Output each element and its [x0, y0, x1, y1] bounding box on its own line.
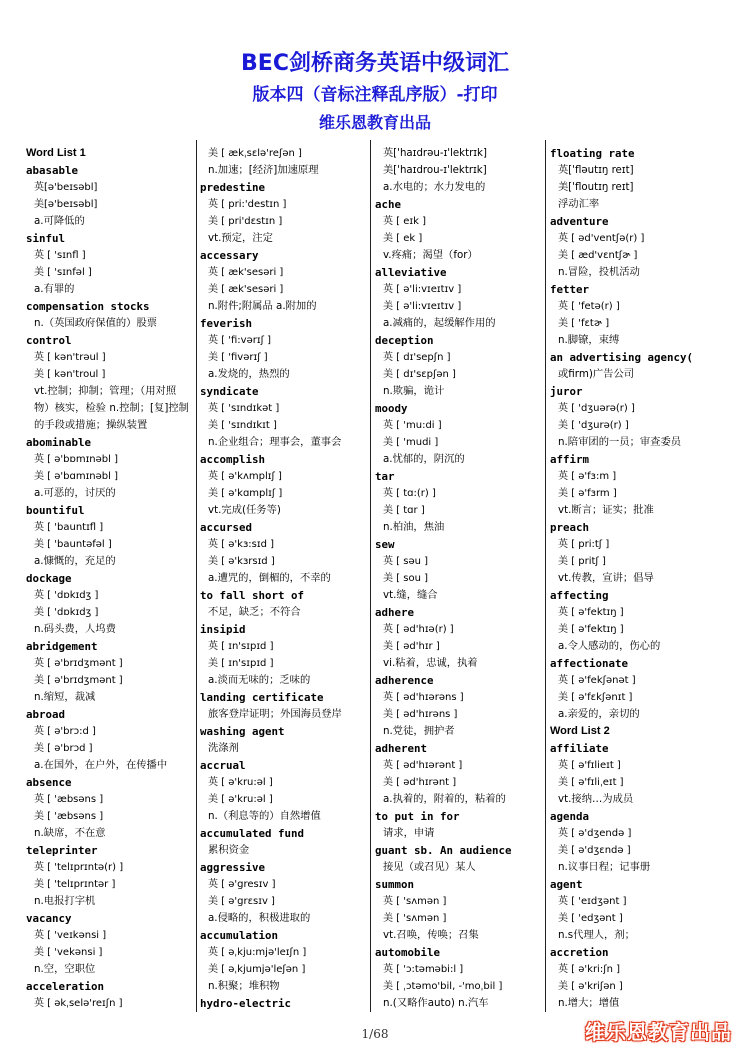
phonetic: 美 [ 'æbsəns ] [34, 811, 104, 822]
phonetic: 英 [ əd'hɪərəns ] [383, 692, 464, 703]
phonetic: 美 [ ə'kɜrsɪd ] [208, 556, 275, 567]
phonetic: 美 [ 'sʌmən ] [383, 913, 447, 924]
definition: a.发烧的，热烈的 [208, 368, 290, 380]
phonetic: 美 [ tɑr ] [383, 505, 425, 516]
definition: n.附件;附属品 a.附加的 [208, 300, 317, 312]
phonetic: 美 [ sou ] [383, 573, 429, 584]
definition: n.s代理人，剂； [558, 929, 635, 941]
definition: n.议事日程；记事册 [558, 861, 651, 873]
definition: n.企业组合；理事会，董事会 [208, 436, 342, 448]
phonetic: 英 [ əkˌselə'reɪʃn ] [34, 998, 123, 1009]
phonetic: 美 [ əˌkjumjə'leʃən ] [208, 964, 306, 975]
definition: n.（利息等的）自然增值 [208, 810, 321, 822]
phonetic: 美 [ ˌɔtəmo'bil, -'moˌbil ] [383, 981, 503, 992]
headword: juror [550, 385, 583, 398]
headword: agent [550, 878, 583, 891]
headword: accumulation [200, 929, 279, 942]
phonetic: 美 [ ə'brɪdʒmənt ] [34, 675, 123, 686]
phonetic: 美['floutɪŋ reɪt] [558, 182, 634, 193]
phonetic: 美 [ 'bauntəfəl ] [34, 539, 112, 550]
definition: n.冒险，投机活动 [558, 266, 640, 278]
definition: n.（英国政府保值的）股票 [34, 317, 158, 329]
definition: a.有罪的 [34, 283, 75, 295]
phonetic: 美 [ pritʃ ] [558, 556, 606, 567]
vocab-column-2 [200, 145, 366, 1015]
definition: vt.断言；证实；批准 [558, 504, 654, 516]
phonetic: 英 [ 'dɒkɪdʒ ] [34, 590, 99, 601]
definition: a.慷慨的，充足的 [34, 555, 116, 567]
phonetic: 美 [ 'mudi ] [383, 437, 439, 448]
definition: vt.召唤，传唤；召集 [383, 929, 479, 941]
headword: adventure [550, 215, 609, 228]
phonetic: 英 [ ə'dʒendə ] [558, 828, 632, 839]
headword: an advertising agency( [550, 351, 694, 364]
headword: vacancy [26, 912, 72, 925]
definition: n.空，空职位 [34, 963, 96, 975]
definition: n.电报打字机 [34, 895, 96, 907]
headword: bountiful [26, 504, 85, 517]
headword: acceleration [26, 980, 105, 993]
headword: predestine [200, 181, 266, 194]
phonetic: 英 [ 'mu:di ] [383, 420, 442, 431]
phonetic: 英['haɪdrəu-ɪ'lektrɪk] [383, 148, 487, 159]
definition: 的手段或措施；操纵装置 [34, 419, 148, 431]
phonetic: 英 [ ə'kʌmplɪʃ ] [208, 471, 282, 482]
headword: insipid [200, 623, 246, 636]
phonetic: 美 [ ə'dʒɛndə ] [558, 845, 631, 856]
phonetic: 英 [ 'dʒuərə(r) ] [558, 403, 635, 414]
phonetic: 美 [ ə'bɑmɪnəbl ] [34, 471, 119, 482]
phonetic: 英 [ 'sɪndɪkət ] [208, 403, 280, 414]
phonetic: 美['haɪdrou-ɪ'lektrɪk] [383, 165, 487, 176]
phonetic: 英 [ 'veɪkənsi ] [34, 930, 107, 941]
watermark-logo: 维乐恩教育出品 [585, 1020, 732, 1044]
phonetic: 美 [ æk'sesəri ] [208, 284, 284, 295]
headword: aggressive [200, 861, 266, 874]
headword: tar [375, 470, 395, 483]
phonetic: 英 [ 'telɪprɪntə(r) ] [34, 862, 124, 873]
definition: a.可恶的，讨厌的 [34, 487, 116, 499]
definition: a.令人感动的，伤心的 [558, 640, 661, 652]
phonetic: 英 [ 'fi:vərɪʃ ] [208, 335, 272, 346]
headword: abroad [26, 708, 66, 721]
phonetic: 英 [ ə'fektɪŋ ] [558, 607, 624, 618]
phonetic: 美 [ 'edʒənt ] [558, 913, 623, 924]
headword: accumulated fund [200, 827, 305, 840]
page-number: 1/68 [361, 1027, 389, 1041]
headword: washing agent [200, 725, 285, 738]
phonetic: 美 [ ə'fɪliˌeɪt ] [558, 777, 624, 788]
definition: 洗涤剂 [208, 742, 239, 754]
phonetic: 英 [ ə'fɪlieɪt ] [558, 760, 621, 771]
phonetic: 英 [ ə'brɪdʒmənt ] [34, 658, 123, 669]
phonetic: 美 [ ə'brɔd ] [34, 743, 93, 754]
headword: alleviative [375, 266, 447, 279]
phonetic: 英 [ 'sʌmən ] [383, 896, 447, 907]
definition: n.柏油，焦油 [383, 521, 445, 533]
publisher-line: 维乐恩教育出品 [318, 113, 431, 132]
definition: a.在国外，在户外，在传播中 [34, 759, 168, 771]
headword: control [26, 334, 72, 347]
phonetic: 美 [ ə'grɛsɪv ] [208, 896, 275, 907]
phonetic: 英 [ ə'li:vɪeɪtɪv ] [383, 284, 462, 295]
definition: n.党徒，拥护者 [383, 725, 455, 737]
phonetic: 美 [ 'sɪnfəl ] [34, 267, 92, 278]
phonetic: 美 [ ə'fektɪŋ ] [558, 624, 624, 635]
phonetic: 美 [ 'fivərɪʃ ] [208, 352, 268, 363]
phonetic: 美 [ 'dʒurə(r) ] [558, 420, 629, 431]
headword: accursed [200, 521, 253, 534]
word-list-heading: Word List 1 [26, 147, 86, 159]
phonetic: 英 [ əd'hɪə(r) ] [383, 624, 454, 635]
phonetic: 美 [ 'vekənsi ] [34, 947, 103, 958]
headword: to fall short of [200, 589, 305, 602]
headword: adherent [375, 742, 428, 755]
phonetic: 美 [ ə'li:vɪeɪtɪv ] [383, 301, 462, 312]
definition: n.(又略作auto) n.汽车 [383, 997, 489, 1009]
definition: n.脚镣，束缚 [558, 334, 620, 346]
headword: moody [375, 402, 408, 415]
definition: a.侵略的，积极进取的 [208, 912, 311, 924]
headword: affirm [550, 453, 590, 466]
phonetic: 英[ə'beɪsəbl] [34, 182, 98, 193]
phonetic: 英 [ 'sɪnfl ] [34, 250, 86, 261]
phonetic: 美 [ æd'vɛntʃɚ ] [558, 250, 638, 261]
headword: compensation stocks [26, 300, 150, 313]
definition: n.欺骗，诡计 [383, 385, 445, 397]
headword: sew [375, 538, 395, 551]
phonetic: 英 [ 'ɔ:təməbi:l ] [383, 964, 464, 975]
headword: adherence [375, 674, 434, 687]
definition: a.遭咒的，倒楣的，不幸的 [208, 572, 331, 584]
phonetic: 美 [ dɪ'sɛpʃən ] [383, 369, 456, 380]
headword: preach [550, 521, 590, 534]
headword: syndicate [200, 385, 259, 398]
definition: 物）核实，检验 n.控制；[复]控制 [34, 402, 189, 414]
phonetic: 美 [ kən'troul ] [34, 369, 106, 380]
phonetic: 英 [ tɑ:(r) ] [383, 488, 436, 499]
headword: ache [375, 198, 402, 211]
phonetic: 英 [ səu ] [383, 556, 429, 567]
phonetic: 英['fləutɪŋ reɪt] [558, 165, 634, 176]
phonetic: 美 [ ə'kriʃən ] [558, 981, 623, 992]
definition: vt.控制；抑制；管理；（用对照 [34, 385, 177, 397]
phonetic: 美 [ ə'fɜrm ] [558, 488, 617, 499]
phonetic: 美 [ pri'dɛstɪn ] [208, 216, 283, 227]
phonetic: 美 [ ækˌsɛlə'reʃən ] [208, 148, 302, 159]
headword: agenda [550, 810, 590, 823]
phonetic: 英 [ ə'bɒmɪnəbl ] [34, 454, 119, 465]
column-divider [196, 140, 197, 1012]
headword: hydro-electric [200, 997, 292, 1010]
phonetic: 英 [ ə'kɜ:sɪd ] [208, 539, 274, 550]
definition: n.缺席，不在意 [34, 827, 106, 839]
headword: to put in for [375, 810, 460, 823]
phonetic: 英 [ əd'hɪərənt ] [383, 760, 463, 771]
headword: dockage [26, 572, 72, 585]
definition: a.减痛的，起缓解作用的 [383, 317, 496, 329]
definition: n.陪审团的一员；审查委员 [558, 436, 682, 448]
phonetic: 英 [ 'fetə(r) ] [558, 301, 620, 312]
definition: vt.完成(任务等) [208, 504, 281, 516]
definition: v.疼痛；渴望（for） [383, 249, 478, 261]
definition: a.淡而无味的；乏味的 [208, 674, 311, 686]
definition: 旅客登岸证明；外国海员登岸 [208, 708, 342, 720]
phonetic: 美 [ 'dɒkɪdʒ ] [34, 607, 99, 618]
phonetic: 美 [ ə'fɛkʃənɪt ] [558, 692, 633, 703]
definition: 请求，申请 [383, 827, 435, 839]
headword: abasable [26, 164, 79, 177]
phonetic: 美 [ əd'hɪrənt ] [383, 777, 457, 788]
definition: vt.传教，宣讲；倡导 [558, 572, 654, 584]
column-divider [370, 140, 371, 1012]
phonetic: 美 [ ə'kru:əl ] [208, 794, 273, 805]
definition: vt.缝，缝合 [383, 589, 438, 601]
headword: adhere [375, 606, 415, 619]
headword: deception [375, 334, 434, 347]
headword: sinful [26, 232, 66, 245]
phonetic: 美 [ əd'hɪrəns ] [383, 709, 458, 720]
definition: a.亲爱的，亲切的 [558, 708, 640, 720]
column-divider [545, 140, 546, 1012]
definition: n.码头费，人坞费 [34, 623, 116, 635]
phonetic: 英 [ kən'trəul ] [34, 352, 106, 363]
phonetic: 英 [ 'æbsəns ] [34, 794, 104, 805]
definition: a.忧郁的，阴沉的 [383, 453, 465, 465]
phonetic: 美 [ ə'kɑmplɪʃ ] [208, 488, 283, 499]
headword: guant sb. An audience [375, 844, 512, 857]
definition: 累积资金 [208, 844, 250, 856]
phonetic: 美 [ 'telɪprɪntər ] [34, 879, 116, 890]
phonetic: 美 [ 'fɛtɚ ] [558, 318, 610, 329]
headword: teleprinter [26, 844, 98, 857]
headword: automobile [375, 946, 441, 959]
definition: a.水电的；水力发电的 [383, 181, 486, 193]
phonetic: 英 [ dɪ'sepʃn ] [383, 352, 451, 363]
headword: abridgement [26, 640, 98, 653]
headword: affectionate [550, 657, 629, 670]
definition: n.加速；[经济]加速原理 [208, 164, 319, 176]
phonetic: 英 [ eɪk ] [383, 216, 426, 227]
definition: n.积聚；堆积物 [208, 980, 280, 992]
headword: affiliate [550, 742, 609, 755]
headword: feverish [200, 317, 253, 330]
phonetic: 英 [ ə'kri:ʃn ] [558, 964, 620, 975]
phonetic: 英 [ ə'brɔ:d ] [34, 726, 96, 737]
definition: 不足，缺乏；不符合 [208, 606, 301, 618]
phonetic: 美[ə'beɪsəbl] [34, 199, 98, 210]
definition: 或firm)广告公司 [558, 368, 635, 380]
definition: vt.接纳…为成员 [558, 793, 634, 805]
headword: accrual [200, 759, 246, 772]
headword: accessary [200, 249, 259, 262]
vocab-column-3 [375, 145, 541, 1015]
vocab-column-1 [26, 145, 192, 1015]
headword: summon [375, 878, 415, 891]
phonetic: 英 [ ə'fekʃənət ] [558, 675, 636, 686]
phonetic: 英 [ ə'gresɪv ] [208, 879, 276, 890]
phonetic: 英 [ ə'kru:əl ] [208, 777, 273, 788]
definition: a.执着的，附着的，粘着的 [383, 793, 506, 805]
definition: n.增大；增值 [558, 997, 620, 1009]
definition: vi.粘着，忠诚，执着 [383, 657, 478, 669]
phonetic: 英 [ 'eɪdʒənt ] [558, 896, 627, 907]
headword: accomplish [200, 453, 266, 466]
headword: absence [26, 776, 72, 789]
headword: accretion [550, 946, 609, 959]
headword: landing certificate [200, 691, 324, 704]
document-subtitle: 版本四（音标注释乱序版）-打印 [252, 85, 498, 105]
phonetic: 英 [ ə'fɜ:m ] [558, 471, 617, 482]
phonetic: 英 [ æk'sesəri ] [208, 267, 284, 278]
definition: vt.预定，注定 [208, 232, 273, 244]
word-list-heading: Word List 2 [550, 725, 610, 737]
headword: affecting [550, 589, 609, 602]
phonetic: 美 [ ek ] [383, 233, 423, 244]
definition: n.缩短，裁减 [34, 691, 96, 703]
definition: 浮动汇率 [558, 198, 600, 210]
phonetic: 英 [ əd'ventʃə(r) ] [558, 233, 645, 244]
phonetic: 英 [ pri:'destɪn ] [208, 199, 287, 210]
definition: 接见（或召见）某人 [383, 861, 476, 873]
definition: a.可降低的 [34, 215, 85, 227]
phonetic: 美 [ ɪn'sɪpɪd ] [208, 658, 274, 669]
phonetic: 英 [ pri:tʃ ] [558, 539, 610, 550]
headword: abominable [26, 436, 92, 449]
phonetic: 美 [ əd'hɪr ] [383, 641, 440, 652]
headword: floating rate [550, 147, 635, 160]
document-title: BEC剑桥商务英语中级词汇 [241, 51, 509, 76]
phonetic: 英 [ əˌkju:mjə'leɪʃn ] [208, 947, 307, 958]
phonetic: 英 [ 'bauntɪfl ] [34, 522, 104, 533]
phonetic: 美 [ 'sɪndɪkɪt ] [208, 420, 277, 431]
vocab-column-4 [550, 145, 730, 1015]
phonetic: 英 [ ɪn'sɪpɪd ] [208, 641, 274, 652]
headword: fetter [550, 283, 590, 296]
